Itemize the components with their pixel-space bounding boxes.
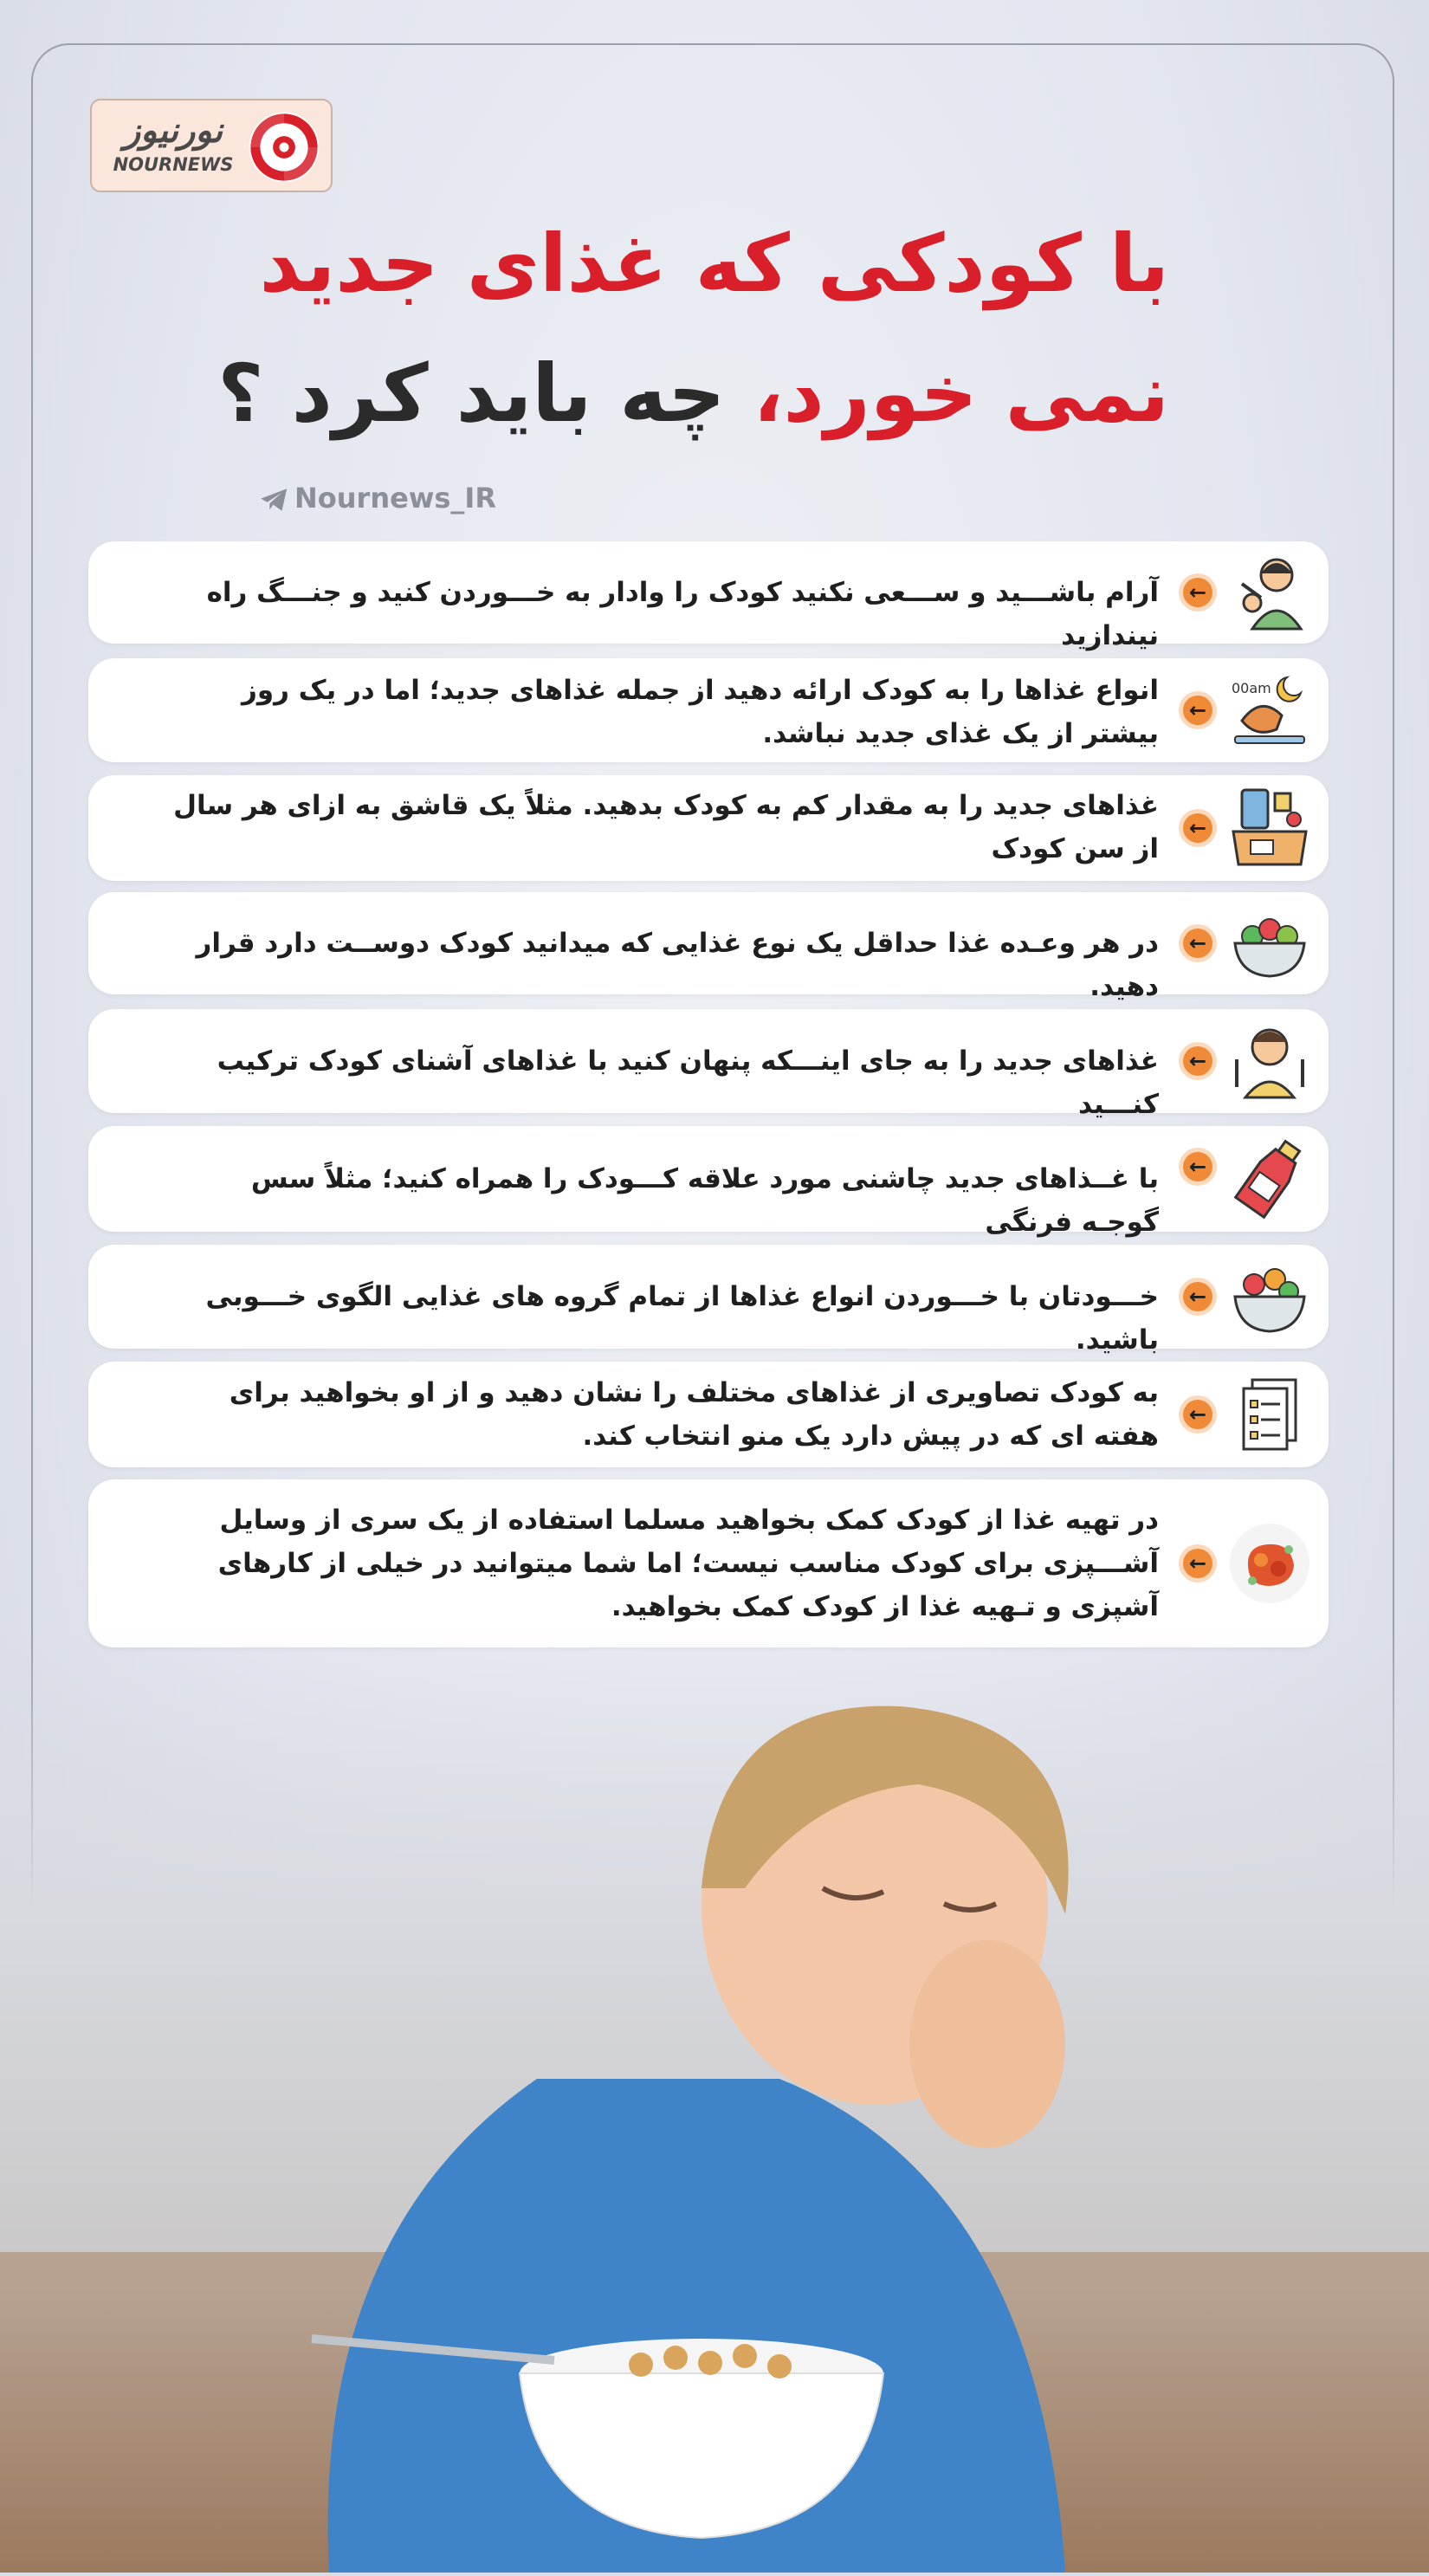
handle-text: Nournews_IR (294, 482, 496, 515)
tip-card-9 (88, 1479, 1329, 1647)
bullet-arrow-icon (1183, 1282, 1212, 1311)
parent-feeding-child-icon (1226, 549, 1313, 636)
bullet-arrow-icon (1183, 578, 1212, 607)
brand-logo[interactable] (90, 99, 333, 192)
tip-text: در تهیه غذا از کودک کمک بخواهید مسلما استفاده از یک سری از وسایل آشـــپزی برای کودک مناسب نیست؛ اما شما میتوانید در خیلی از کارهای آشپزی و تـهیه غذا از کودک کمک بخواهید. (217, 1505, 1159, 1622)
bored-boy-cereal-photo (0, 1628, 1429, 2573)
bullet-arrow-icon (1183, 813, 1212, 843)
tip-card-7 (88, 1245, 1329, 1356)
tip-text: به کودک تصاویری از غذاهای مختلف را نشان دهید و از او بخواهید برای هفته ای که در پیش دارد یک منو انتخاب کند. (229, 1377, 1159, 1452)
bullet-arrow-icon (1183, 1046, 1212, 1076)
tip-text: انواع غذاها را به کودک ارائه دهید از جمله غذاهای جدید؛ اما در یک روز بیشتر از یک غذای جدید نباشد. (241, 675, 1159, 749)
kid-eating-icon (1226, 1018, 1313, 1104)
salad-bowl-icon (1226, 900, 1313, 987)
menu-list-icon (1226, 1371, 1313, 1458)
tip-text: خـــودتان با خـــوردن انواع غذاها از تمام گروه های غذایی الگوی خـــوبی باشید. (205, 1281, 1159, 1356)
lunchbox-icon (1226, 785, 1313, 871)
tip-card-3 (88, 775, 1329, 881)
title-red-part: نمی خورد، (753, 347, 1169, 440)
tip-text: غذاهای جدید را به جای اینـــکه پنهان کنید با غذاهای آشنای کودک ترکیب کنـــید (217, 1045, 1159, 1120)
bullet-arrow-icon (1183, 1549, 1212, 1578)
svg-text:00am: 00am (1232, 680, 1271, 696)
tip-card-1 (88, 541, 1329, 651)
logo-subtitle: NOURNEWS (113, 154, 234, 175)
logo-text: نورنیوز (123, 111, 223, 151)
bullet-arrow-icon (1183, 929, 1212, 958)
meal-time-icon (1226, 667, 1313, 754)
page-title-line-1: با کودکی که غذای جدید (259, 217, 1169, 310)
photo-illustration (0, 1628, 1429, 2573)
logo-swirl-icon (244, 107, 324, 187)
bullet-arrow-icon (1183, 696, 1212, 725)
page-title-line-2 (130, 346, 1169, 442)
cooked-dish-icon (1226, 1520, 1313, 1607)
social-handle[interactable] (260, 481, 496, 515)
tip-text: در هر وعـده غذا حداقل یک نوع غذایی که میدانید کودک دوســت دارد قرار دهید. (196, 928, 1159, 1002)
title-dark-part: چه باید کرد ؟ (217, 347, 726, 440)
tip-text: غذاهای جدید را به مقدار کم به کودک بدهید. مثلاً یک قاشق به ازای هر سال از سن کودک (173, 790, 1159, 864)
tip-text: با غــذاهای جدید چاشنی مورد علاقه کـــودک را همراه کنید؛ مثلاً سس گوجـه فرنگی (250, 1163, 1159, 1238)
tip-card-4 (88, 892, 1329, 1002)
bullet-arrow-icon (1183, 1152, 1212, 1181)
tip-card-6 (88, 1126, 1329, 1238)
bullet-arrow-icon (1183, 1400, 1212, 1429)
fruit-bowl-icon (1226, 1253, 1313, 1340)
tip-card-8 (88, 1362, 1329, 1467)
telegram-icon (260, 487, 289, 513)
tip-card-5 (88, 1009, 1329, 1120)
tip-text: آرام باشـــید و ســـعی نکنید کودک را وادار به خـــوردن کنید و جنـــگ راه نیندازید (206, 577, 1159, 651)
sauce-bottle-icon (1226, 1136, 1313, 1222)
tip-card-2 (88, 658, 1329, 762)
